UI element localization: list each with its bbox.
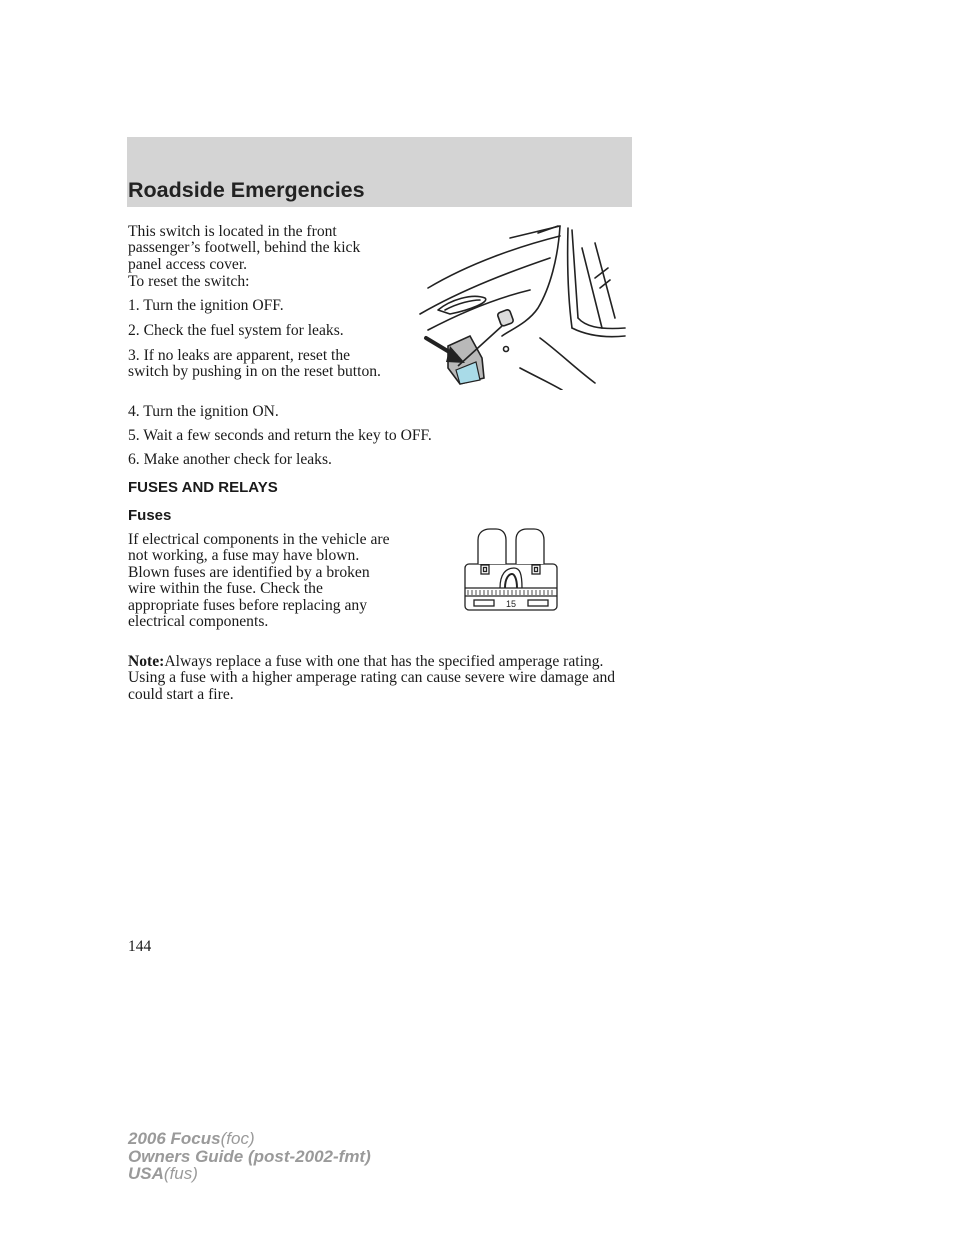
fuse-amperage-label: 15 [505,599,517,609]
switch-location-text: This switch is located in the front passenger’s footwell, behind the kick panel access cover. [128,223,361,273]
step-1: 1. Turn the ignition OFF. [128,297,284,314]
step-2: 2. Check the fuel system for leaks. [128,322,344,339]
step-3: 3. If no leaks are apparent, reset the switch by pushing in on the reset button. [128,347,381,381]
footer-guide: Owners Guide (post-2002-fmt) [128,1146,371,1166]
blade-fuse-illustration [464,528,558,612]
step-5: 5. Wait a few seconds and return the key to OFF. [128,427,432,444]
note-paragraph [128,654,640,703]
step-4: 4. Turn the ignition ON. [128,403,279,420]
fuses-body: If electrical components in the vehicle are not working, a fuse may have blown. Blown fuses are identified by a broken wire within the fuse. Check the appropriate fuses before replacing any electrical components. [128,531,390,631]
footer-market: USA [128,1164,164,1183]
note-text: Always replace a fuse with one that has the specified amperage rating. Using a fuse with a higher amperage rating can cause severe wire damage and could start a fire. [128,653,616,703]
step-6: 6. Make another check for leaks. [128,451,332,468]
inertia-switch-illustration [410,218,635,390]
fuses-subheading: Fuses [128,507,172,524]
footer-model: 2006 Focus [128,1129,221,1148]
section-title: Roadside Emergencies [128,178,365,202]
footer-model-code: (foc) [220,1129,255,1148]
note-label: Note: [128,653,165,670]
page-number: 144 [128,938,152,955]
footer-market-code: (fus) [163,1164,198,1183]
document-footer [128,1130,371,1183]
reset-intro: To reset the switch: [128,273,250,290]
fuses-and-relays-heading: FUSES AND RELAYS [128,479,278,496]
